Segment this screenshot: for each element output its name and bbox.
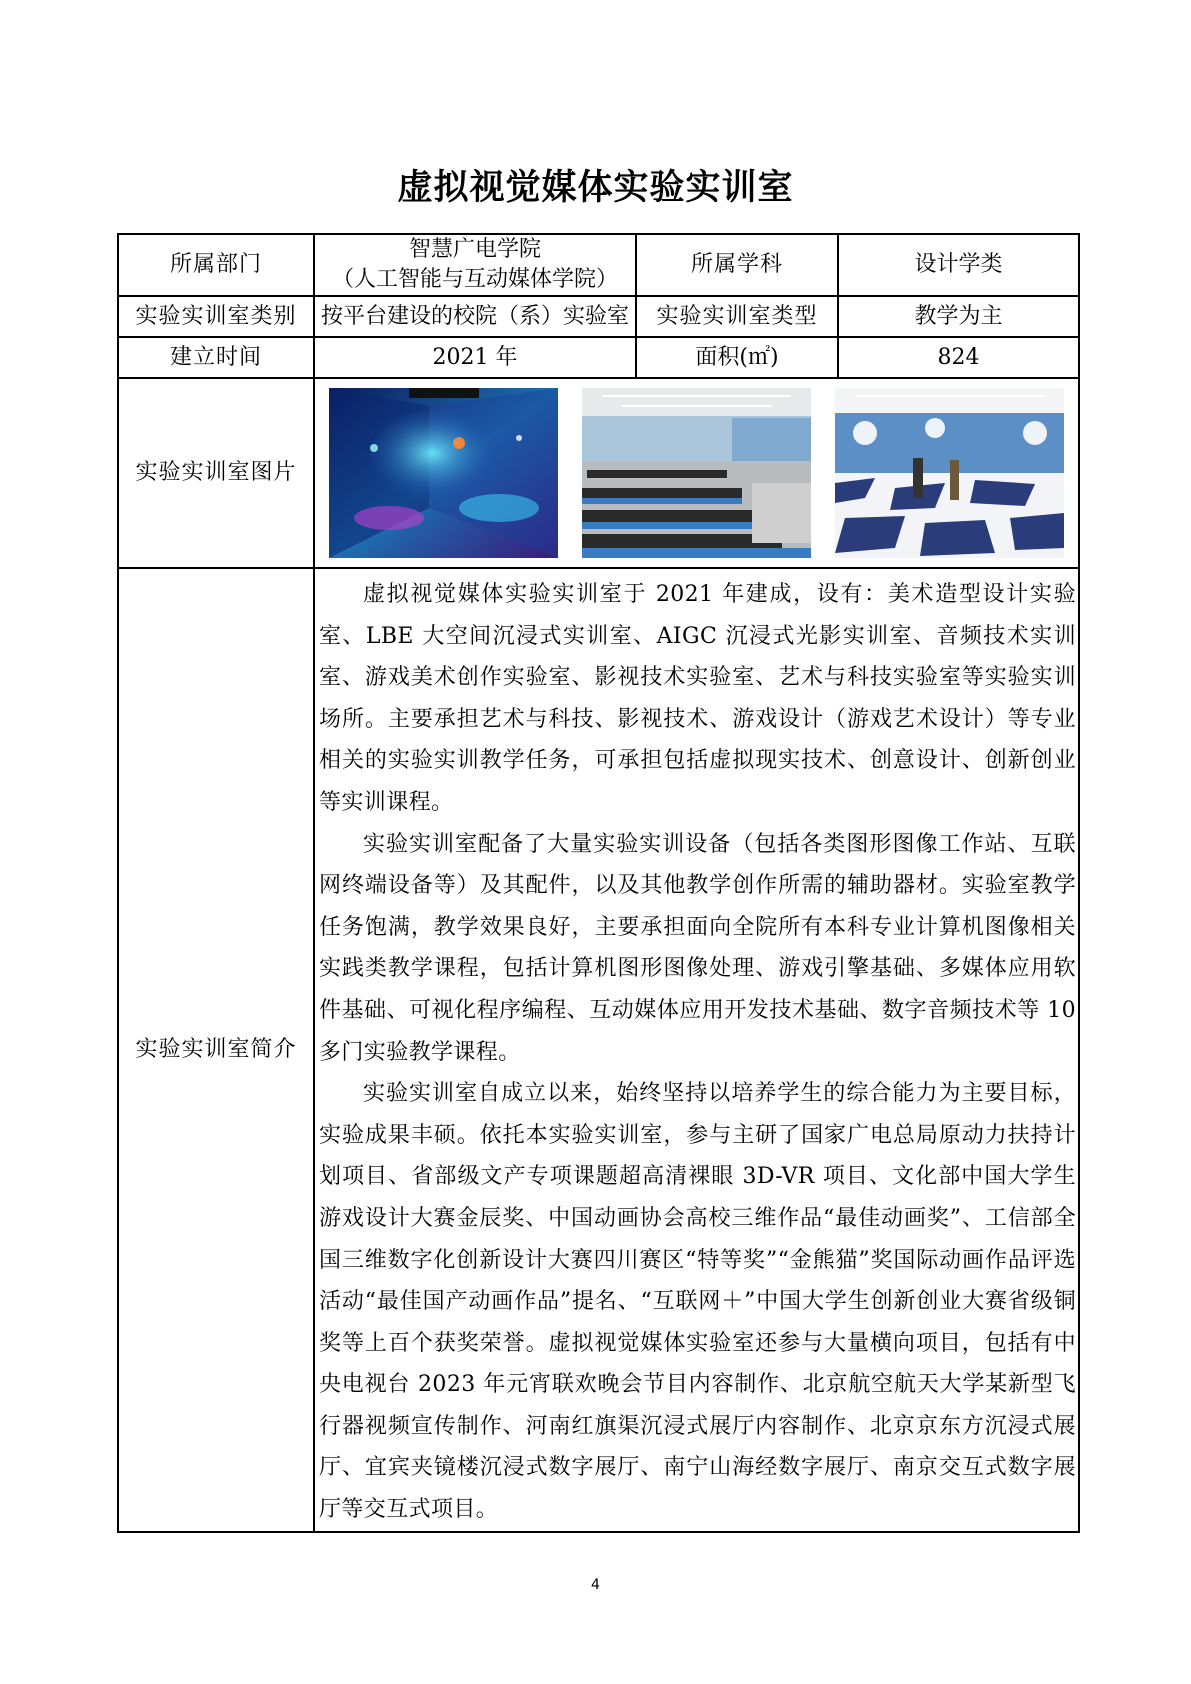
table-row	[118, 337, 1079, 378]
type-label: 实验实训室类型	[636, 296, 838, 337]
intro-cell	[314, 568, 1079, 1532]
intro-paragraph-3: 实验实训室自成立以来，始终坚持以培养学生的综合能力为主要目标，实验成果丰硕。依托本实验实训室，参与主研了国家广电总局原动力扶持计划项目、省部级文产专项课题超高清裸眼 3D-VR 项目、文化部中国大学生游戏设计大赛金辰奖、中国动画协会高校三维作品“最佳动画奖”、工信部全国三维数字化创新设计大赛四川赛区“特等奖”“金熊猫”奖国际动画作品评选活动“最佳国产动画作品”提名、“互联网＋”中国大学生创新创业大赛省级铜奖等上百个获奖荣誉。虚拟视觉媒体实验室还参与大量横向项目，包括有中央电视台 2023 年元宵联欢晚会节目内容制作、北京航空航天大学某新型飞行器视频宣传制作、河南红旗渠沉浸式展厅内容制作、北京京东方沉浸式展厅、宜宾夹镜楼沉浸式数字展厅、南宁山海经数字展厅、南京交互式数字展厅等交互式项目。	[319, 1081, 1076, 1523]
area-label: 面积(㎡)	[636, 337, 838, 378]
area-value: 824	[838, 337, 1079, 378]
category-value: 按平台建设的校院（系）实验室	[314, 296, 636, 337]
table-row	[118, 234, 1079, 296]
immersive-room-photo	[329, 388, 558, 558]
dept-value	[314, 234, 636, 296]
photo-strip	[315, 387, 1078, 559]
intro-label: 实验实训室简介	[118, 568, 314, 1532]
subject-value: 设计学类	[838, 234, 1079, 296]
table-row	[118, 296, 1079, 337]
intro-paragraph-1: 虚拟视觉媒体实验实训室于 2021 年建成，设有：美术造型设计实验室、LBE 大空间沉浸式实训室、AIGC 沉浸式光影实训室、音频技术实训室、游戏美术创作实验室、影视技术实验室、艺术与科技实验室等实验实训场所。主要承担艺术与科技、影视技术、游戏设计（游戏艺术设计）等专业相关的实验实训教学任务，可承担包括虚拟现实技术、创意设计、创新创业等实训课程。	[319, 582, 1076, 815]
subject-label: 所属学科	[636, 234, 838, 296]
category-label: 实验实训室类别	[118, 296, 314, 337]
lbe-space-photo	[835, 388, 1064, 558]
page-number: 4	[591, 1577, 600, 1593]
table-row	[118, 378, 1079, 568]
photos-cell	[314, 378, 1079, 568]
table-row	[118, 568, 1079, 1532]
dept-line-1: 智慧广电学院	[408, 237, 541, 262]
dept-label: 所属部门	[118, 234, 314, 296]
photos-label: 实验实训室图片	[118, 378, 314, 568]
lab-info-table	[117, 233, 1080, 1533]
page-title: 虚拟视觉媒体实验实训室	[397, 168, 794, 208]
type-value: 教学为主	[838, 296, 1079, 337]
founded-label: 建立时间	[118, 337, 314, 378]
founded-value: 2021 年	[314, 337, 636, 378]
computer-lab-photo	[582, 388, 811, 558]
intro-text	[315, 569, 1078, 1531]
dept-line-2: （人工智能与互动媒体学院）	[331, 267, 618, 292]
intro-paragraph-2: 实验实训室配备了大量实验实训设备（包括各类图形图像工作站、互联网终端设备等）及其配件，以及其他教学创作所需的辅助器材。实验室教学任务饱满，教学效果良好，主要承担面向全院所有本科专业计算机图像相关实践类教学课程，包括计算机图形图像处理、游戏引擎基础、多媒体应用软件基础、可视化程序编程、互动媒体应用开发技术基础、数字音频技术等 10 多门实验教学课程。	[319, 831, 1076, 1065]
